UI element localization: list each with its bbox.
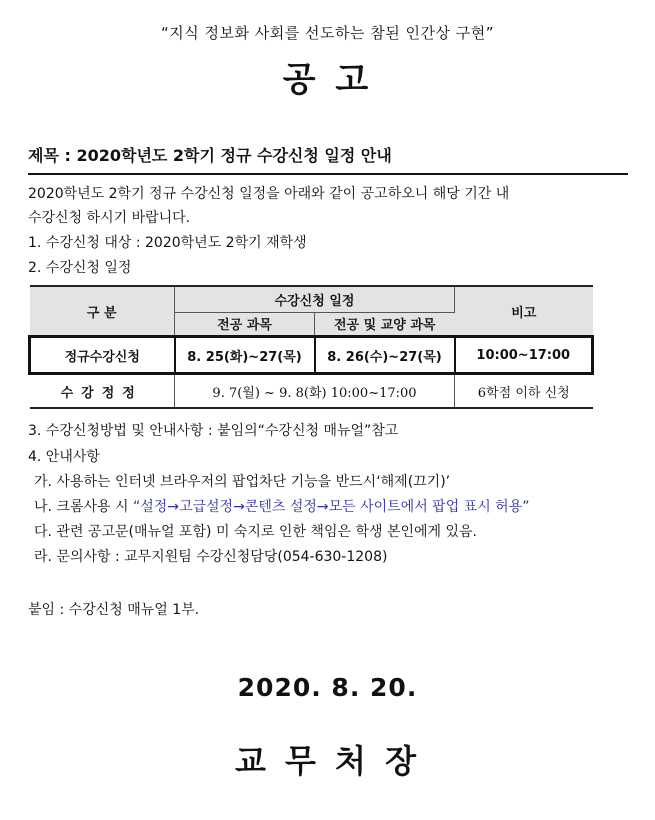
row-major: 8. 25(화)~27(목) (175, 337, 315, 374)
table-header-row (30, 286, 593, 312)
section-schedule: 2. 수강신청 일정 (28, 260, 132, 276)
issue-date: 2020. 8. 20. (237, 673, 418, 702)
subject-row (28, 143, 628, 175)
table-row (30, 374, 593, 409)
intro-line-2: 수강신청 하시기 바랍니다. (28, 210, 191, 226)
row-period: 9. 7(월) ~ 9. 8(화) 10:00~17:00 (175, 374, 455, 409)
table-row (30, 337, 593, 374)
row-note: 10:00~17:00 (455, 337, 593, 374)
row-note: 6학점 이하 신청 (455, 374, 593, 409)
section-method: 3. 수강신청방법 및 안내사항 : 붙임의“수강신청 매뉴얼”참고 (28, 423, 399, 439)
attachment: 붙임 : 수강신청 매뉴얼 1부. (28, 602, 200, 618)
note-c: 다. 관련 공고문(매뉴얼 포함) 미 숙지로 인한 책임은 학생 본인에게 있음. (34, 524, 477, 540)
row-major-liberal: 8. 26(수)~27(목) (315, 337, 455, 374)
note-b-prefix: 나. 크롬사용 시 (34, 499, 133, 515)
row-category: 수강정정 (30, 374, 175, 409)
header-major-liberal: 전공 및 교양 과목 (315, 312, 455, 337)
schedule-table (28, 285, 594, 409)
header-schedule: 수강신청 일정 (175, 286, 455, 312)
note-a: 가. 사용하는 인터넷 브라우저의 팝업차단 기능을 반드시‘해제(끄기)’ (34, 474, 451, 490)
section-notes: 4. 안내사항 (28, 449, 100, 465)
row-category: 정규수강신청 (30, 337, 175, 374)
note-d: 라. 문의사항 : 교무지원팀 수강신청담당(054-630-1208) (34, 549, 388, 565)
note-b (34, 496, 529, 516)
subject-title: 제목 : 2020학년도 2학기 정규 수강신청 일정 안내 (28, 146, 392, 165)
header-category: 구 분 (30, 286, 175, 337)
issuer: 교 무 처 장 (234, 742, 421, 780)
header-major: 전공 과목 (175, 312, 315, 337)
motto: “지식 정보화 사회를 선도하는 참된 인간상 구현” (161, 24, 494, 42)
section-target: 1. 수강신청 대상 : 2020학년도 2학기 재학생 (28, 235, 307, 251)
document-title: 공 고 (282, 60, 373, 100)
intro-line-1: 2020학년도 2학기 정규 수강신청 일정을 아래와 같이 공고하오니 해당 기간 내 (28, 186, 510, 202)
note-b-highlight: “설정→고급설정→콘텐츠 설정→모든 사이트에서 팝업 표시 허용” (132, 499, 530, 515)
header-note: 비고 (455, 286, 593, 337)
